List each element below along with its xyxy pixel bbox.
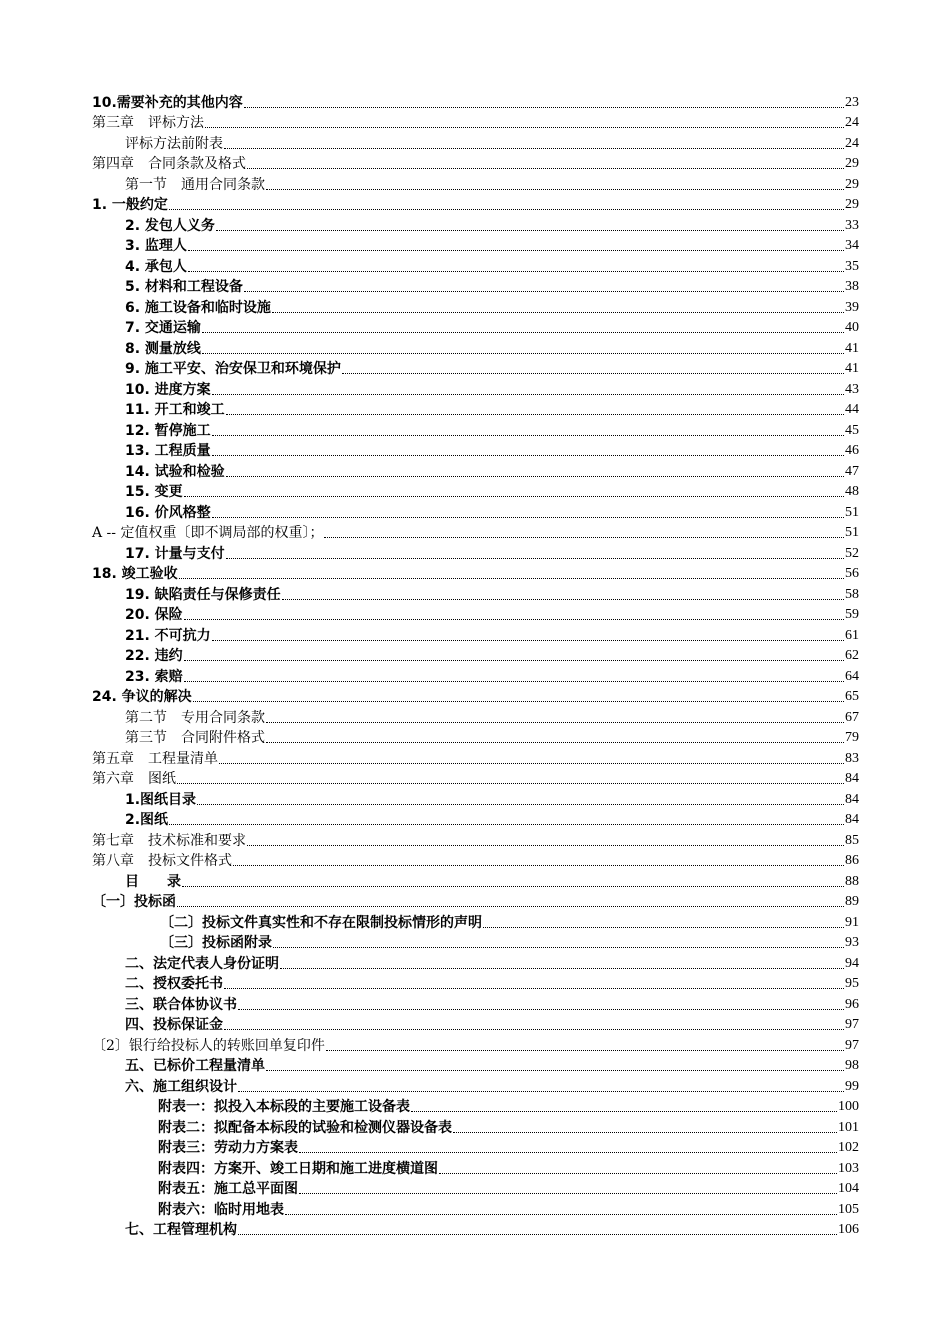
toc-dot-leader (282, 598, 844, 600)
toc-entry-title: 〔三〕投标函附录 (160, 935, 272, 951)
toc-dot-leader (247, 844, 844, 846)
toc-page-number: 84 (845, 771, 859, 786)
toc-page-number: 48 (845, 484, 859, 499)
toc-page-number: 47 (845, 463, 859, 479)
toc-dot-leader (202, 352, 844, 354)
toc-entry[interactable] (92, 1055, 859, 1076)
toc-entry[interactable] (92, 460, 859, 481)
toc-page-number: 89 (845, 894, 859, 909)
toc-page-number: 84 (845, 812, 859, 827)
toc-entry[interactable] (92, 665, 859, 686)
toc-entry-title: 2.图纸 (125, 812, 169, 828)
toc-entry[interactable] (92, 952, 859, 973)
toc-dot-leader (453, 1131, 837, 1133)
toc-entry-title: 附表四：方案开、竣工日期和施工进度横道图 (158, 1160, 438, 1177)
toc-entry[interactable] (92, 1014, 859, 1035)
toc-page-number: 85 (845, 832, 859, 848)
toc-page-number: 106 (838, 1222, 859, 1237)
toc-entry[interactable] (92, 973, 859, 994)
toc-dot-leader (169, 208, 844, 210)
toc-dot-leader (212, 434, 844, 436)
toc-page-number: 64 (845, 668, 859, 684)
toc-dot-leader (233, 864, 844, 866)
toc-dot-leader (266, 721, 844, 723)
toc-entry[interactable] (92, 891, 859, 912)
toc-entry[interactable] (92, 378, 859, 399)
toc-dot-leader (244, 290, 844, 292)
toc-entry[interactable] (92, 850, 859, 871)
toc-entry-title: 18. 竣工验收 (92, 566, 178, 582)
toc-entry[interactable] (92, 583, 859, 604)
toc-dot-leader (212, 454, 844, 456)
toc-entry-title: 六、施工组织设计 (125, 1078, 237, 1095)
toc-entry[interactable] (92, 809, 859, 830)
toc-dot-leader (247, 167, 844, 169)
toc-page-number: 91 (845, 914, 859, 930)
toc-entry[interactable] (92, 1178, 859, 1199)
toc-page-number: 29 (845, 197, 859, 212)
toc-page-number: 24 (845, 135, 859, 151)
toc-entry-title: 16. 价风格整 (125, 504, 211, 521)
toc-page-number: 100 (838, 1099, 859, 1114)
toc-entry[interactable] (92, 481, 859, 502)
toc-entry[interactable] (92, 747, 859, 768)
toc-dot-leader (280, 967, 844, 969)
toc-dot-leader (184, 495, 844, 497)
toc-entry-title: 17. 计量与支付 (125, 545, 225, 562)
toc-page-number: 84 (845, 791, 859, 807)
toc-entry-title: 二、法定代表人身份证明 (125, 955, 279, 972)
toc-entry-title: 19. 缺陷责任与保修责任 (125, 586, 281, 603)
toc-entry-title: 附表五：施工总平面图 (158, 1181, 298, 1197)
toc-entry-title: 21. 不可抗力 (125, 627, 211, 644)
toc-entry-title: 7. 交通运输 (125, 320, 201, 336)
toc-entry[interactable] (92, 1034, 859, 1055)
toc-dot-leader (324, 536, 844, 538)
toc-entry[interactable] (92, 317, 859, 338)
toc-entry[interactable] (92, 993, 859, 1014)
toc-dot-leader (483, 926, 844, 928)
toc-page-number: 97 (845, 1017, 859, 1032)
toc-dot-leader (184, 680, 844, 682)
toc-entry-title: 五、已标价工程量清单 (125, 1058, 265, 1074)
toc-entry-title: 2. 发包人义务 (125, 217, 215, 234)
toc-page-number: 44 (845, 402, 859, 417)
toc-entry[interactable] (92, 563, 859, 584)
toc-entry-title: A -- 定值权重〔即不调局部的权重〕； (92, 525, 324, 541)
toc-dot-leader (177, 905, 844, 907)
toc-dot-leader (184, 659, 844, 661)
toc-entry[interactable] (92, 870, 859, 891)
toc-entry-title: 附表一：拟投入本标段的主要施工设备表 (158, 1099, 410, 1115)
toc-entry-title: 22. 违约 (125, 648, 183, 664)
toc-entry-title: 4. 承包人 (125, 258, 187, 275)
toc-dot-leader (266, 1069, 844, 1071)
toc-entry[interactable] (92, 1137, 859, 1158)
toc-entry-title: 第五章 工程量清单 (92, 750, 218, 767)
toc-dot-leader (182, 885, 844, 887)
toc-entry[interactable] (92, 358, 859, 379)
toc-dot-leader (224, 1028, 844, 1030)
toc-entry[interactable] (92, 788, 859, 809)
toc-dot-leader (179, 577, 844, 579)
toc-entry[interactable] (92, 194, 859, 215)
toc-entry[interactable] (92, 337, 859, 358)
toc-entry[interactable] (92, 1096, 859, 1117)
toc-entry-title: 附表六：临时用地表 (158, 1201, 284, 1218)
toc-page-number: 102 (838, 1140, 859, 1155)
toc-dot-leader (169, 823, 844, 825)
toc-entry-title: 5. 材料和工程设备 (125, 279, 243, 295)
toc-entry[interactable] (92, 91, 859, 112)
toc-entry-title: 11. 开工和竣工 (125, 402, 225, 418)
toc-dot-leader (285, 1213, 837, 1215)
toc-entry-title: 第八章 投标文件格式 (92, 853, 232, 869)
toc-entry-title: 10.需要补充的其他内容 (92, 94, 243, 111)
toc-entry-title: 12. 暂停施工 (125, 422, 211, 439)
toc-dot-leader (226, 413, 844, 415)
toc-entry[interactable] (92, 686, 859, 707)
toc-entry[interactable] (92, 112, 859, 133)
toc-entry[interactable] (92, 255, 859, 276)
toc-entry-title: 〔2〕银行给投标人的转账回单复印件 (92, 1037, 325, 1054)
toc-dot-leader (244, 106, 844, 108)
toc-dot-leader (238, 1233, 837, 1235)
toc-page-number: 38 (845, 279, 859, 294)
toc-page-number: 101 (838, 1119, 859, 1135)
toc-page-number: 95 (845, 976, 859, 991)
toc-page-number: 33 (845, 217, 859, 233)
toc-entry-title: 第三节 合同附件格式 (125, 730, 265, 746)
toc-entry[interactable] (92, 419, 859, 440)
toc-page-number: 23 (845, 94, 859, 110)
toc-entry[interactable] (92, 645, 859, 666)
toc-page-number: 99 (845, 1078, 859, 1094)
toc-dot-leader (224, 987, 844, 989)
toc-page-number: 46 (845, 443, 859, 458)
toc-entry[interactable] (92, 440, 859, 461)
toc-dot-leader (205, 126, 844, 128)
toc-entry-title: 第七章 技术标准和要求 (92, 832, 246, 849)
toc-entry-title: 13. 工程质量 (125, 443, 211, 459)
toc-entry-title: 二、授权委托书 (125, 976, 223, 992)
toc-dot-leader (326, 1049, 844, 1051)
toc-page-number: 43 (845, 381, 859, 397)
toc-dot-leader (439, 1172, 837, 1174)
toc-dot-leader (197, 803, 844, 805)
toc-page-number: 58 (845, 586, 859, 602)
toc-entry-title: 目 录 (125, 873, 181, 890)
toc-entry-title: 四、投标保证金 (125, 1017, 223, 1033)
toc-dot-leader (188, 270, 844, 272)
toc-dot-leader (216, 229, 844, 231)
toc-dot-leader (202, 331, 844, 333)
toc-page-number: 41 (845, 361, 859, 376)
toc-page-number: 29 (845, 156, 859, 171)
toc-page-number: 86 (845, 853, 859, 868)
toc-dot-leader (212, 639, 844, 641)
toc-entry-title: 20. 保险 (125, 607, 183, 623)
toc-entry-title: 〔二〕投标文件真实性和不存在限制投标情形的声明 (160, 914, 482, 931)
toc-entry[interactable] (92, 173, 859, 194)
toc-dot-leader (238, 1090, 844, 1092)
toc-entry-title: 附表二：拟配备本标段的试验和检测仪器设备表 (158, 1119, 452, 1136)
toc-dot-leader (273, 946, 844, 948)
toc-page-number: 40 (845, 320, 859, 335)
toc-page-number: 93 (845, 935, 859, 950)
toc-dot-leader (238, 1008, 844, 1010)
toc-page-number: 52 (845, 545, 859, 561)
toc-entry[interactable] (92, 132, 859, 153)
table-of-contents (92, 91, 859, 1239)
toc-entry-title: 24. 争议的解决 (92, 689, 192, 705)
toc-dot-leader (224, 147, 844, 149)
toc-entry[interactable] (92, 1116, 859, 1137)
toc-page-number: 24 (845, 115, 859, 130)
toc-entry-title: 8. 测量放线 (125, 340, 201, 357)
toc-dot-leader (212, 393, 844, 395)
toc-entry[interactable] (92, 1157, 859, 1178)
toc-page-number: 65 (845, 689, 859, 704)
toc-entry[interactable] (92, 235, 859, 256)
toc-entry[interactable] (92, 604, 859, 625)
toc-entry-title: 第二节 专用合同条款 (125, 709, 265, 726)
toc-entry[interactable] (92, 624, 859, 645)
toc-entry[interactable] (92, 542, 859, 563)
toc-dot-leader (188, 249, 844, 251)
toc-page-number: 56 (845, 566, 859, 581)
toc-entry[interactable] (92, 706, 859, 727)
toc-entry-title: 七、工程管理机构 (125, 1222, 237, 1238)
toc-entry-title: 第一节 通用合同条款 (125, 176, 265, 193)
toc-page-number: 83 (845, 750, 859, 766)
toc-entry[interactable] (92, 522, 859, 543)
toc-page-number: 29 (845, 176, 859, 192)
toc-entry-title: 3. 监理人 (125, 238, 187, 254)
toc-entry[interactable] (92, 276, 859, 297)
toc-page-number: 97 (845, 1037, 859, 1053)
toc-page-number: 39 (845, 299, 859, 315)
toc-page-number: 79 (845, 730, 859, 745)
toc-entry-title: 三、联合体协议书 (125, 996, 237, 1013)
toc-page-number: 35 (845, 258, 859, 274)
toc-entry-title: 1.图纸目录 (125, 791, 197, 808)
toc-entry[interactable] (92, 501, 859, 522)
toc-dot-leader (299, 1151, 837, 1153)
toc-dot-leader (212, 516, 844, 518)
toc-dot-leader (219, 762, 844, 764)
toc-entry[interactable] (92, 1219, 859, 1240)
toc-entry[interactable] (92, 911, 859, 932)
toc-page-number: 61 (845, 627, 859, 643)
toc-entry[interactable] (92, 829, 859, 850)
toc-page-number: 41 (845, 340, 859, 356)
toc-dot-leader (226, 475, 844, 477)
toc-page-number: 45 (845, 422, 859, 438)
toc-dot-leader (299, 1192, 837, 1194)
toc-entry[interactable] (92, 768, 859, 789)
toc-dot-leader (411, 1110, 837, 1112)
toc-entry-title: 〔一〕投标函 (92, 894, 176, 910)
toc-page-number: 67 (845, 709, 859, 725)
toc-entry-title: 1. 一般约定 (92, 197, 168, 213)
toc-page-number: 98 (845, 1058, 859, 1073)
toc-entry[interactable] (92, 214, 859, 235)
toc-entry[interactable] (92, 399, 859, 420)
toc-entry-title: 附表三：劳动力方案表 (158, 1140, 298, 1156)
toc-dot-leader (342, 372, 844, 374)
toc-entry-title: 6. 施工设备和临时设施 (125, 299, 271, 316)
toc-page-number: 59 (845, 607, 859, 622)
toc-entry[interactable] (92, 1198, 859, 1219)
toc-entry-title: 10. 进度方案 (125, 381, 211, 398)
toc-entry-title: 9. 施工平安、治安保卫和环境保护 (125, 361, 341, 377)
toc-dot-leader (226, 557, 844, 559)
toc-entry-title: 第四章 合同条款及格式 (92, 156, 246, 172)
toc-page-number: 105 (838, 1201, 859, 1217)
toc-entry-title: 第六章 图纸 (92, 771, 176, 787)
toc-page-number: 94 (845, 955, 859, 971)
toc-dot-leader (272, 311, 844, 313)
toc-page-number: 51 (845, 525, 859, 540)
toc-page-number: 62 (845, 648, 859, 663)
toc-entry[interactable] (92, 727, 859, 748)
toc-page-number: 51 (845, 504, 859, 520)
toc-dot-leader (266, 741, 844, 743)
toc-page-number: 96 (845, 996, 859, 1012)
toc-dot-leader (266, 188, 844, 190)
toc-dot-leader (177, 782, 844, 784)
toc-entry[interactable] (92, 1075, 859, 1096)
toc-entry-title: 14. 试验和检验 (125, 463, 225, 480)
toc-entry[interactable] (92, 296, 859, 317)
toc-entry-title: 第三章 评标方法 (92, 115, 204, 131)
toc-entry[interactable] (92, 932, 859, 953)
toc-entry[interactable] (92, 153, 859, 174)
toc-page-number: 103 (838, 1160, 859, 1176)
toc-page-number: 88 (845, 873, 859, 889)
toc-page-number: 34 (845, 238, 859, 253)
toc-dot-leader (193, 700, 844, 702)
toc-entry-title: 23. 索赔 (125, 668, 183, 685)
toc-entry-title: 评标方法前附表 (125, 135, 223, 152)
toc-entry-title: 15. 变更 (125, 484, 183, 500)
toc-dot-leader (184, 618, 844, 620)
toc-page-number: 104 (838, 1181, 859, 1196)
